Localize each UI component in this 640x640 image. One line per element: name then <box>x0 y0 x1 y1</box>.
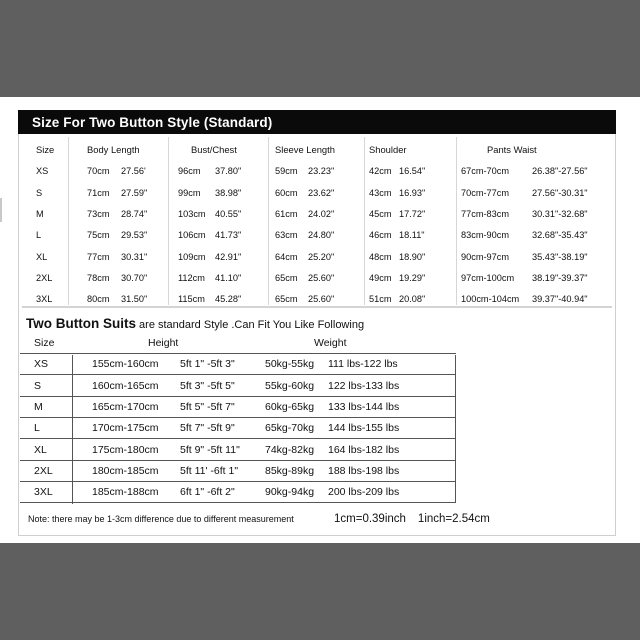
body-length-cm: 78cm <box>87 272 110 283</box>
bust-cm: 103cm <box>178 208 206 219</box>
fit-table-row <box>20 397 456 418</box>
height-cm: 165cm-170cm <box>92 400 159 413</box>
bust-in: 37.80" <box>215 166 242 177</box>
waist-in: 26.38"-27.56" <box>532 166 588 177</box>
fit-table-row <box>20 482 456 503</box>
waist-in: 30.31"-32.68" <box>532 208 588 219</box>
height-ft: 5ft 7" -5ft 9" <box>180 422 235 435</box>
chart-title: Size For Two Button Style (Standard) <box>18 110 616 134</box>
bust-in: 41.73" <box>215 230 242 241</box>
weight-kg: 85kg-89kg <box>265 464 315 477</box>
weight-lbs: 133 lbs-144 lbs <box>328 400 400 413</box>
fit-size: S <box>34 379 42 392</box>
size-column <box>23 137 69 305</box>
bust-cm: 99cm <box>178 187 201 198</box>
fit-size: 2XL <box>34 464 53 477</box>
weight-lbs: 144 lbs-155 lbs <box>328 422 400 435</box>
body-length-in: 30.31" <box>121 251 148 262</box>
waist-cm: 100cm-104cm <box>461 294 520 305</box>
fit-table-row <box>20 440 456 461</box>
bust-cm: 96cm <box>178 166 201 177</box>
subtitle-normal: are standard Style .Can Fit You Like Following <box>135 319 365 331</box>
sleeve-in: 25.60" <box>308 272 335 283</box>
frame-edge-mark <box>0 198 2 222</box>
sleeve-cm: 61cm <box>275 208 298 219</box>
sleeve-length-column <box>269 137 365 305</box>
shoulder-column <box>365 137 457 305</box>
bust-in: 38.98" <box>215 187 242 198</box>
fit-header-height: Height <box>148 337 179 349</box>
weight-kg: 55kg-60kg <box>265 379 315 392</box>
sleeve-cm: 60cm <box>275 187 298 198</box>
waist-in: 35.43"-38.19" <box>532 251 588 262</box>
bust-cm: 115cm <box>178 294 205 305</box>
sleeve-cm: 65cm <box>275 294 298 305</box>
weight-lbs: 188 lbs-198 lbs <box>328 464 400 477</box>
height-cm: 185cm-188cm <box>92 486 159 499</box>
sleeve-in: 25.20" <box>308 251 335 262</box>
fit-table-header <box>20 333 456 354</box>
height-cm: 170cm-175cm <box>92 422 159 435</box>
subtitle-bold: Two Button Suits <box>26 316 136 331</box>
body-length-cm: 75cm <box>87 230 110 241</box>
shoulder-in: 18.90" <box>399 251 426 262</box>
fit-table-row <box>20 354 456 375</box>
height-ft: 5ft 1" -5ft 3" <box>180 358 235 371</box>
sleeve-in: 24.02" <box>308 208 335 219</box>
fit-size: 3XL <box>34 486 53 499</box>
fit-table-row <box>20 376 456 397</box>
fit-table-row <box>20 461 456 482</box>
waist-in: 39.37"-40.94" <box>532 294 588 305</box>
waist-cm: 70cm-77cm <box>461 187 509 198</box>
measurement-note: Note: there may be 1-3cm difference due to different measurement <box>28 514 294 524</box>
height-ft: 5ft 5" -5ft 7" <box>180 400 235 413</box>
body-length-in: 30.70" <box>121 272 148 283</box>
body-length-in: 27.59" <box>121 187 148 198</box>
bust-chest-column <box>169 137 269 305</box>
size-table <box>23 137 611 305</box>
table-divider <box>22 306 612 308</box>
height-ft: 5ft 9" -5ft 11" <box>180 443 240 456</box>
body-length-in: 27.56' <box>121 166 146 177</box>
bust-in: 41.10" <box>215 272 242 283</box>
cm-to-inch: 1cm=0.39inch <box>334 513 406 525</box>
waist-in: 27.56"-30.31" <box>532 187 588 198</box>
shoulder-cm: 43cm <box>369 187 392 198</box>
fit-size: L <box>34 422 40 435</box>
height-cm: 155cm-160cm <box>92 358 159 371</box>
shoulder-in: 17.72" <box>399 208 426 219</box>
weight-lbs: 164 lbs-182 lbs <box>328 443 400 456</box>
weight-kg: 90kg-94kg <box>265 486 315 499</box>
waist-cm: 77cm-83cm <box>461 208 509 219</box>
waist-cm: 90cm-97cm <box>461 251 509 262</box>
body-length-cm: 70cm <box>87 166 110 177</box>
bust-in: 40.55" <box>215 208 242 219</box>
waist-cm: 67cm-70cm <box>461 166 509 177</box>
body-length-column <box>69 137 169 305</box>
body-length-in: 31.50" <box>121 294 148 305</box>
fit-table <box>20 333 456 503</box>
pants-waist-column <box>457 137 611 305</box>
weight-kg: 50kg-55kg <box>265 358 315 371</box>
fit-size: XS <box>34 358 49 371</box>
row-size: S <box>36 187 43 198</box>
waist-in: 32.68"-35.43" <box>532 230 588 241</box>
fit-table-row <box>20 418 456 439</box>
bust-in: 45.28" <box>215 294 242 305</box>
row-size: L <box>36 230 42 241</box>
sleeve-cm: 64cm <box>275 251 298 262</box>
body-length-cm: 77cm <box>87 251 110 262</box>
header-pants-waist: Pants Waist <box>487 144 537 155</box>
bust-cm: 109cm <box>178 251 206 262</box>
sleeve-in: 25.60" <box>308 294 335 305</box>
sleeve-cm: 59cm <box>275 166 298 177</box>
sleeve-cm: 63cm <box>275 230 298 241</box>
header-shoulder: Shoulder <box>369 144 407 155</box>
body-length-in: 29.53" <box>121 230 148 241</box>
header-bust-chest: Bust/Chest <box>191 144 237 155</box>
row-size: XL <box>36 251 48 262</box>
fit-header-weight: Weight <box>314 337 347 349</box>
sleeve-in: 23.62" <box>308 187 335 198</box>
row-size: M <box>36 208 44 219</box>
header-body-length: Body Length <box>87 144 140 155</box>
shoulder-cm: 45cm <box>369 208 392 219</box>
body-length-in: 28.74" <box>121 208 148 219</box>
fit-header-size: Size <box>34 337 55 349</box>
inch-to-cm: 1inch=2.54cm <box>417 513 490 525</box>
body-length-cm: 80cm <box>87 294 110 305</box>
body-length-cm: 71cm <box>87 187 110 198</box>
weight-kg: 65kg-70kg <box>265 422 315 435</box>
header-size: Size <box>36 144 55 155</box>
waist-in: 38.19"-39.37" <box>532 272 588 283</box>
waist-cm: 83cm-90cm <box>461 230 509 241</box>
row-size: 2XL <box>36 272 53 283</box>
height-ft: 5ft 11' -6ft 1" <box>180 464 239 477</box>
bust-cm: 112cm <box>178 272 205 283</box>
sleeve-in: 24.80" <box>308 230 335 241</box>
shoulder-cm: 51cm <box>369 294 392 305</box>
body-length-cm: 73cm <box>87 208 110 219</box>
height-cm: 180cm-185cm <box>92 464 159 477</box>
header-sleeve-length: Sleeve Length <box>275 144 335 155</box>
weight-kg: 74kg-82kg <box>265 443 315 456</box>
shoulder-cm: 46cm <box>369 230 392 241</box>
unit-conversion <box>334 510 502 528</box>
waist-cm: 97cm-100cm <box>461 272 515 283</box>
shoulder-in: 18.11" <box>399 230 425 241</box>
row-size: XS <box>36 166 49 177</box>
shoulder-cm: 48cm <box>369 251 392 262</box>
fit-size: XL <box>34 443 47 456</box>
fit-table-right-border <box>455 355 456 503</box>
shoulder-in: 16.93" <box>399 187 426 198</box>
fit-subtitle <box>26 315 364 333</box>
sleeve-cm: 65cm <box>275 272 298 283</box>
shoulder-cm: 42cm <box>369 166 392 177</box>
height-ft: 5ft 3" -5ft 5" <box>180 379 235 392</box>
shoulder-in: 19.29" <box>399 272 426 283</box>
shoulder-in: 16.54" <box>399 166 426 177</box>
fit-size: M <box>34 400 43 413</box>
weight-lbs: 111 lbs-122 lbs <box>328 358 398 371</box>
weight-lbs: 200 lbs-209 lbs <box>328 486 400 499</box>
bust-in: 42.91" <box>215 251 242 262</box>
shoulder-cm: 49cm <box>369 272 392 283</box>
weight-lbs: 122 lbs-133 lbs <box>328 379 400 392</box>
height-ft: 6ft 1" -6ft 2" <box>180 486 235 499</box>
weight-kg: 60kg-65kg <box>265 400 315 413</box>
bust-cm: 106cm <box>178 230 206 241</box>
row-size: 3XL <box>36 294 53 305</box>
height-cm: 160cm-165cm <box>92 379 159 392</box>
shoulder-in: 20.08" <box>399 294 426 305</box>
sleeve-in: 23.23" <box>308 166 335 177</box>
height-cm: 175cm-180cm <box>92 443 159 456</box>
fit-table-column-divider <box>72 355 73 504</box>
